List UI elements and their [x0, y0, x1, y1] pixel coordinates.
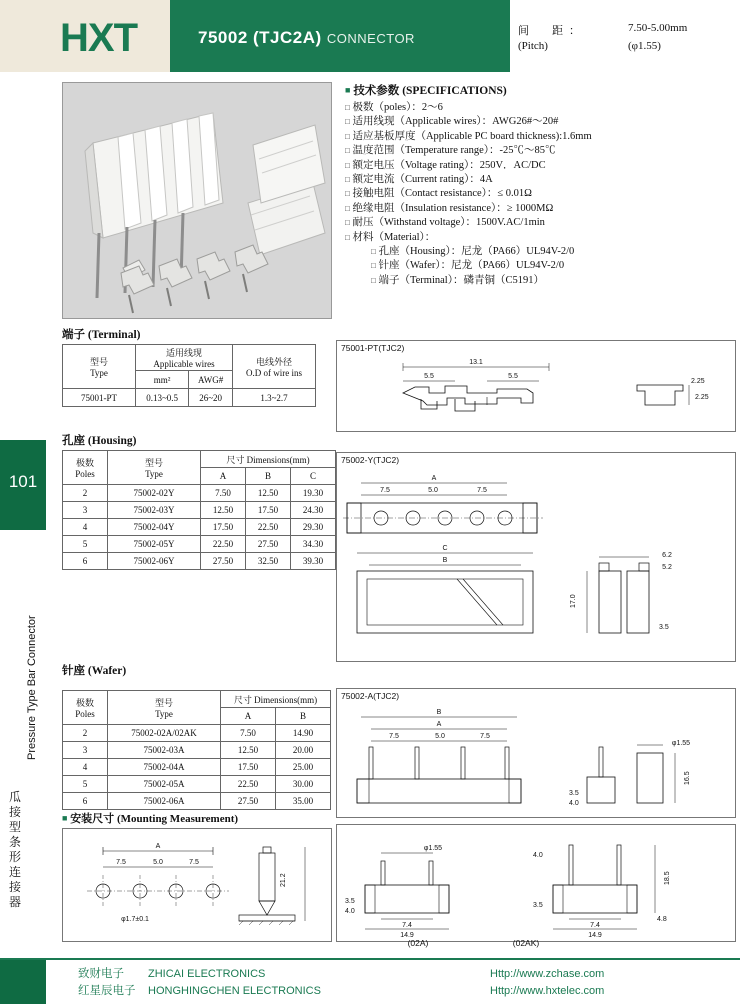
product-photo [62, 82, 332, 319]
cell-c: 34.30 [291, 536, 336, 553]
dim-B-top: B [436, 709, 442, 716]
cell-type: 75002-04Y [108, 519, 201, 536]
spec-text: 端子（Terminal）：磷青铜（C5191） [378, 274, 544, 286]
table-row [63, 553, 336, 570]
dim-7-4-02a: 7.4 [402, 922, 412, 929]
cell-c: 24.30 [291, 502, 336, 519]
drawing-75001-pt [336, 340, 736, 432]
cell-type: 75002-05A [108, 776, 221, 793]
terminal-table [62, 344, 316, 411]
spec-text: 针座（Wafer）：尼龙（PA66）UL94V-2/0 [378, 260, 565, 272]
cell-b: 30.00 [276, 776, 331, 793]
drawing-label: 75002-A(TJC2) [341, 691, 400, 701]
cell-type: 75002-02A/02AK [108, 725, 221, 742]
dim-3-5: 3.5 [659, 624, 669, 631]
dim-hole: φ1.7±0.1 [121, 916, 149, 923]
cell-a: 22.50 [221, 776, 276, 793]
footer-company-cn-2: 红星辰电子 [78, 985, 136, 997]
th-wires: 适用线现 Applicable wires [136, 345, 233, 371]
dim-5-5a: 5.5 [424, 373, 434, 380]
th-dimensions: 尺寸 Dimensions(mm) [201, 451, 336, 468]
cell-mm2: 0.13~0.5 [136, 389, 189, 407]
spec-text: 适应基板厚度（Applicable PC board thickness):1.6mm [352, 130, 592, 142]
cell-type: 75002-06Y [108, 553, 201, 570]
dim-4-8-02ak: 4.8 [657, 916, 667, 923]
cell-a: 22.50 [201, 536, 246, 553]
dim-16-5: 16.5 [684, 771, 691, 785]
cell-poles: 4 [63, 759, 108, 776]
page-header [0, 0, 740, 72]
th-poles: 极数 Poles [63, 691, 108, 725]
cell-b: 17.50 [246, 502, 291, 519]
cell-type: 75002-02Y [108, 485, 201, 502]
dim-14-9-02a: 14.9 [400, 932, 414, 939]
spec-item [345, 216, 735, 230]
dim-14-9-02ak: 14.9 [588, 932, 602, 939]
cell-a: 7.50 [201, 485, 246, 502]
dim-7-5-a: 7.5 [389, 733, 399, 740]
table-row [63, 776, 331, 793]
pitch-row-en [518, 40, 740, 52]
table-row [63, 519, 336, 536]
cell-b: 12.50 [246, 485, 291, 502]
table-row [63, 389, 316, 407]
dim-17-0: 17.0 [570, 594, 577, 608]
page-footer [0, 958, 740, 1006]
table-row [63, 742, 331, 759]
cell-a: 12.50 [201, 502, 246, 519]
table-row [63, 502, 336, 519]
th-b: B [246, 468, 291, 485]
spec-material-item [371, 245, 735, 259]
pitch-label-en: (Pitch) [518, 40, 548, 52]
dim-21-2: 21.2 [280, 873, 287, 887]
drawing-label: 75001-PT(TJC2) [341, 343, 405, 353]
pitch-panel [510, 0, 740, 72]
pitch-value-2: (φ1.55) [628, 40, 661, 52]
dim-7-4-02ak: 7.4 [590, 922, 600, 929]
cell-b: 22.50 [246, 519, 291, 536]
checkbox-icon: □ [345, 160, 350, 170]
cell-c: 19.30 [291, 485, 336, 502]
drawing-75002-y [336, 452, 736, 662]
cell-type: 75001-PT [63, 389, 136, 407]
dim-6-2: 6.2 [662, 552, 672, 559]
housing-table [62, 450, 336, 570]
pitch-row-cn [518, 22, 740, 38]
cell-a: 7.50 [221, 725, 276, 742]
checkbox-icon: □ [345, 146, 350, 156]
cell-a: 27.50 [221, 793, 276, 810]
cell-a: 12.50 [221, 742, 276, 759]
specifications-title [345, 82, 735, 98]
pitch-label-cn: 间 距： [518, 25, 586, 37]
th-c: C [291, 468, 336, 485]
dim-phi-1-55-02a: φ1.55 [423, 845, 443, 852]
spec-text: 温度范围（Temperature range）：-25℃～85℃ [352, 145, 556, 157]
checkbox-icon: □ [345, 131, 350, 141]
cell-b: 20.00 [276, 742, 331, 759]
dim-5-2: 5.2 [662, 564, 672, 571]
page-title [198, 28, 415, 48]
dim-7-5-2: 7.5 [477, 487, 487, 494]
dim-18-5-02ak: 18.5 [664, 871, 671, 885]
dim-4-0-02a: 4.0 [345, 908, 355, 915]
th-mm2: mm² [136, 371, 189, 389]
page-number: 101 [8, 472, 38, 491]
table-row [63, 793, 331, 810]
dim-5-5b: 5.5 [508, 373, 518, 380]
footer-company-cn [78, 966, 136, 1000]
table-row [63, 759, 331, 776]
th-dimensions: 尺寸 Dimensions(mm) [221, 691, 331, 708]
spec-material-item [371, 274, 735, 288]
logo-panel [0, 0, 170, 72]
dim-3-5-02a: 3.5 [345, 898, 355, 905]
cell-b: 27.50 [246, 536, 291, 553]
footer-urls [490, 966, 604, 1000]
cell-a: 17.50 [221, 759, 276, 776]
spec-text: 耐压（Withstand voltage）：1500V.AC/1min [352, 217, 545, 229]
part-number: 75002 (TJC2A) [198, 28, 322, 47]
checkbox-icon: □ [345, 232, 350, 242]
th-type: 型号 Type [63, 345, 136, 389]
spec-text: 极数（poles）：2～6 [352, 102, 443, 113]
cell-poles: 3 [63, 742, 108, 759]
dim-A-top: A [431, 475, 437, 482]
table-header-row [63, 345, 316, 371]
dim-3-5-a: 3.5 [569, 790, 579, 797]
th-type: 型号 Type [108, 691, 221, 725]
dim-7-5: 7.5 [116, 859, 126, 866]
spec-text: 额定电流（Current rating）：4A [352, 174, 493, 186]
cell-c: 29.30 [291, 519, 336, 536]
specifications-block [345, 82, 735, 288]
checkbox-icon: □ [345, 203, 350, 213]
cell-awg: 26~20 [189, 389, 233, 407]
bullet-square-icon: ■ [345, 85, 351, 95]
footer-company-cn-1: 致财电子 [78, 968, 124, 980]
drawing-variants [336, 824, 736, 942]
table-row [63, 725, 331, 742]
th-b: B [276, 708, 331, 725]
cell-poles: 5 [63, 536, 108, 553]
checkbox-icon: □ [345, 117, 350, 127]
page-number-tab [0, 440, 46, 530]
wafer-section-title: 针座 (Wafer) [62, 665, 127, 677]
dim-5-0-1: 5.0 [428, 487, 438, 494]
cell-poles: 2 [63, 725, 108, 742]
mounting-drawing [62, 828, 332, 942]
cell-a: 17.50 [201, 519, 246, 536]
title-panel [170, 0, 510, 72]
th-a: A [201, 468, 246, 485]
spec-item [345, 202, 735, 216]
drawing-label: 75002-Y(TJC2) [341, 455, 400, 465]
dim-phi-1-55: φ1.55 [671, 740, 691, 747]
mounting-title-en: (Mounting Measurement) [116, 813, 239, 825]
dim-7-5-b: 7.5 [480, 733, 490, 740]
spec-item [345, 159, 735, 173]
drawing-75002-a [336, 688, 736, 818]
spec-item [345, 101, 735, 115]
vertical-title-cn: 瓜接型条形连接器 [8, 790, 21, 909]
th-poles: 极数 Poles [63, 451, 108, 485]
spec-text: 绝缘电阻（Insulation resistance）：≥ 1000MΩ [352, 202, 554, 214]
checkbox-icon: □ [371, 247, 376, 257]
cell-type: 75002-05Y [108, 536, 201, 553]
spec-text: 孔座（Housing）：尼龙（PA66）UL94V-2/0 [378, 246, 575, 258]
cell-b: 32.50 [246, 553, 291, 570]
cell-c: 39.30 [291, 553, 336, 570]
th-a: A [221, 708, 276, 725]
dim-A-top2: A [436, 721, 442, 728]
table-row-unit [63, 407, 316, 412]
specifications-title-en: (SPECIFICATIONS) [402, 85, 507, 97]
spec-item [345, 173, 735, 187]
cell-poles: 6 [63, 793, 108, 810]
th-awg: AWG# [189, 371, 233, 389]
cell-a: 27.50 [201, 553, 246, 570]
checkbox-icon: □ [371, 261, 376, 271]
cell-poles: 3 [63, 502, 108, 519]
brand-logo: HXT [60, 16, 137, 60]
spec-text: 适用线现（Applicable wires）：AWG26#～20# [352, 116, 559, 128]
spec-item [345, 187, 735, 201]
cell-poles: 6 [63, 553, 108, 570]
footer-company-en [148, 966, 321, 1000]
cell-b: 35.00 [276, 793, 331, 810]
checkbox-icon: □ [345, 218, 350, 228]
footer-url-1[interactable]: Http://www.zchase.com [490, 968, 605, 980]
dim-4-0-a: 4.0 [569, 800, 579, 807]
table-header-row [63, 691, 331, 708]
pitch-value: 7.50-5.00mm [628, 22, 688, 34]
dim-5-0: 5.0 [153, 859, 163, 866]
spec-item [345, 130, 735, 144]
dim-2-25a: 2.25 [691, 378, 705, 385]
category-label: CONNECTOR [326, 31, 415, 46]
cell-od: 1.3~2.7 [233, 389, 316, 407]
dim-C: C [442, 545, 448, 552]
table-row [63, 536, 336, 553]
dim-7-5-1: 7.5 [380, 487, 390, 494]
cell-poles: 2 [63, 485, 108, 502]
spec-text: 额定电压（Voltage rating）：250V．AC/DC [352, 159, 546, 171]
variant-caption-02a: (02A) [407, 938, 429, 948]
th-od: 电线外径 O.D of wire ins [233, 345, 316, 389]
checkbox-icon: □ [371, 275, 376, 285]
cell-b: 14.90 [276, 725, 331, 742]
checkbox-icon: □ [345, 189, 350, 199]
th-type: 型号 Type [108, 451, 201, 485]
cell-type: 75002-04A [108, 759, 221, 776]
spec-text: 接触电阻（Contact resistance）：≤ 0.01Ω [352, 188, 532, 200]
cell-poles: 5 [63, 776, 108, 793]
spec-text: 材料（Material）： [352, 231, 436, 243]
cell-type: 75002-03A [108, 742, 221, 759]
wafer-table [62, 690, 331, 810]
table-row [63, 485, 336, 502]
footer-url-2[interactable]: Http://www.hxtelec.com [490, 985, 605, 997]
spec-item [345, 231, 735, 245]
spec-item [345, 144, 735, 158]
housing-section-title: 孔座 (Housing) [62, 435, 137, 447]
dim-3-5-02ak: 3.5 [533, 902, 543, 909]
terminal-section-title: 端子 (Terminal) [62, 329, 141, 341]
vertical-title-en: Pressure Type Bar Connector [26, 615, 38, 760]
dim-B: B [442, 557, 448, 564]
spec-item [345, 115, 735, 129]
dim-A: A [155, 843, 161, 850]
dim-7-5b: 7.5 [189, 859, 199, 866]
footer-company-en-2: HONGHINGCHEN ELECTRONICS [148, 985, 321, 997]
dim-2-25b: 2.25 [695, 394, 709, 401]
cell-b: 25.00 [276, 759, 331, 776]
dim-5-0-a: 5.0 [435, 733, 445, 740]
cell-type: 75002-06A [108, 793, 221, 810]
variant-caption-02ak: (02AK) [512, 938, 540, 948]
checkbox-icon: □ [345, 175, 350, 185]
bullet-square-icon: ■ [62, 813, 68, 823]
specifications-title-cn: 技术参数 [353, 85, 400, 97]
table-header-row [63, 451, 336, 468]
footer-company-en-1: ZHICAI ELECTRONICS [148, 968, 266, 980]
checkbox-icon: □ [345, 103, 350, 112]
spec-material-item [371, 259, 735, 273]
cell-poles: 4 [63, 519, 108, 536]
mounting-title-cn: 安装尺寸 [70, 813, 115, 825]
cell-type: 75002-03Y [108, 502, 201, 519]
dim-13-1: 13.1 [469, 359, 483, 366]
dim-4-0-02ak: 4.0 [533, 852, 543, 859]
mounting-section-title [62, 810, 238, 826]
